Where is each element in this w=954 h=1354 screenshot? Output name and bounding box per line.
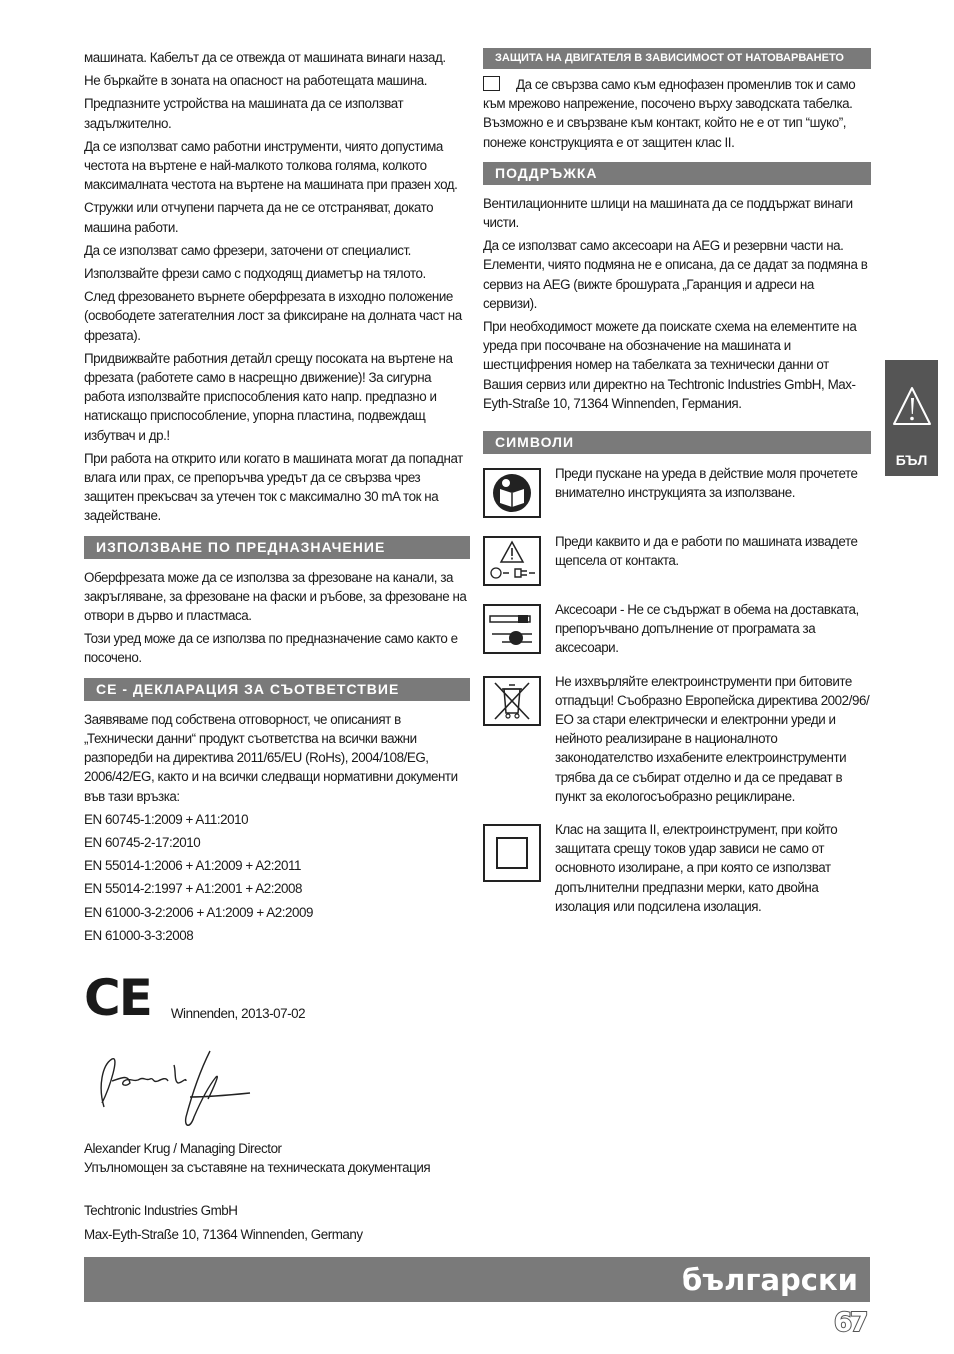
class-ii-small-icon [483,76,500,91]
language-footer-bar [84,1257,870,1302]
ce-heading: CE - ДЕКЛАРАЦИЯ ЗА СЪОТВЕТСТВИЕ [84,678,470,701]
intro-paragraph: След фрезоването върнете оберфрезата в изходно положение (освободете затегателния лост за фиксиране на долната част на фрезата). [84,289,462,343]
ce-mark-row [84,967,470,1027]
intro-paragraph: машината. Кабелът да се отвежда от машината винаги назад. [84,50,446,65]
weee-bin-icon [483,676,541,726]
intro-paragraph: При работа на открито или когато в машината могат да попаднат влага или прах, се препоръчва уредът да се свързва чрез защитен прекъсвач за утечен ток с максимално 30 mA ток на задействане. [84,450,463,524]
intro-paragraph: Използвайте фрези само с подходящ диаметър на тялото. [84,266,426,282]
standard-item: EN 60745-1:2009 + A11:2010 [84,811,249,827]
intro-paragraph: Да се използват само работни инструменти, чиято допустима честота на въртене е най-малкото толкова голяма, колкото максималната честота на въртене на машината при празен ход. [84,138,458,193]
standard-item: EN 61000-3-3:2008 [84,927,194,943]
language-side-tab [885,360,938,476]
maintenance-paragraph: Вентилационните шлици на машината да се поддържат винаги чисти. [483,195,853,231]
symbol-text: Преди пускане на уреда в действие моля прочетете внимателно инструкцията за използване. [555,466,858,501]
intro-paragraph: Да се използват само фрезери, заточени от специалист. [84,242,411,258]
symbol-row [483,824,871,916]
symbol-row [483,536,871,586]
standard-item: EN 60745-2-17:2010 [84,834,201,850]
class-ii-icon [483,824,541,882]
intro-paragraph: Предпазните устройства на машината да се използват задължително. [84,96,404,131]
left-column [84,48,470,1244]
company-address: Max-Eyth-Straße 10, 71364 Winnenden, Germany [84,1226,363,1242]
intro-paragraph: Придвижвайте работния детайл срещу посоката на въртене на фрезата (работете само в насрещно движение)! За сигурна работа използвайте приспособления като напр. предпазно и натискащо приспособление, упорна пластина, подвеждащ избутвач и др.! [84,350,453,443]
signature [90,1047,470,1133]
symbol-text: Не изхвърляйте електроинструменти при битовите отпадъци! Съобразно Европейска директива 2002/96/ЕО за стари електрически и електронни уреди и нейното реализиране в националното законодателство изхабените електроинструменти трябва да се събират отделно и да се предават в пункт за екологосъобразно рециклиране. [555,673,870,804]
motor-heading: ЗАЩИТА НА ДВИГАТЕЛЯ В ЗАВИСИМОСТ ОТ НАТОВАРВАНЕТО [483,48,871,69]
standard-item: EN 55014-2:1997 + A1:2001 + A2:2008 [84,881,303,897]
motor-paragraph [483,75,871,152]
maintenance-paragraph: При необходимост можете да поискате схема на елементите на уреда при посочване на обозначение на машината и шестцифрения номер на табелката за технически данни от Вашия сервиз или директно на Techtronic Industries GmbH, Max-Eyth-Straße 10, 71364 Winnenden, Германия. [483,319,857,411]
read-manual-icon [483,468,541,518]
maintenance-paragraph: Да се използват само аксесоари на AEG и резервни части на. Елементи, чиято подмяна не е описана, да се дадат за подмяна в сервиз на AEG (вижте брошурата „Гаранция и адреси на сервизи). [483,238,868,311]
symbol-row [483,673,871,806]
standard-item: EN 61000-3-2:2006 + A1:2009 + A2:2009 [84,904,314,920]
symbol-text: Преди каквито и да е работи по машината извадете щепсела от контакта. [555,534,858,569]
symbol-text: Аксесоари - Не се съдържат в обема на доставката, препоръчвано допълнение от програмата за аксесоари. [555,602,859,656]
signer-role: Упълномощен за съставяне на техническата документация [84,1160,431,1176]
unplug-warning-icon [483,536,541,586]
right-column [483,48,871,934]
warning-icon [890,384,934,428]
ce-intro: Заявяваме под собствена отговорност, че описаният в „Технически данни“ продукт съответства на всички важни разпоредби на директива 2011/65/EU (RoHs), 2004/108/EG, 2006/42/EG, както и на всички следващи нормативни документи във тази връзка: [84,711,458,804]
standard-item: EN 55014-1:2006 + A1:2009 + A2:2011 [84,858,302,874]
symbols-heading: СИМВОЛИ [483,431,871,454]
usage-paragraph: Оберфрезата може да се използва за фрезоване на канали, за закръгляване, за фрезоване на фаски и ръбове, за фрезоване на отвори в дърво и пластмаса. [84,569,467,624]
side-tab-label: БЪЛ [895,452,928,468]
language-title: български [682,1263,858,1297]
symbol-row [483,604,871,658]
place-date: Winnenden, 2013-07-02 [170,1005,306,1021]
company-name: Techtronic Industries GmbH [84,1203,238,1219]
symbol-row [483,468,871,518]
maintenance-heading: ПОДДРЪЖКА [483,162,871,185]
intro-paragraph: Стружки или отчупени парчета да не се отстраняват, докато машина работи. [84,200,434,235]
usage-heading: ИЗПОЛЗВАНЕ ПО ПРЕДНАЗНАЧЕНИЕ [84,536,470,559]
symbol-text: Клас на защита II, електроинструмент, при който защитата срещу токов удар зависи не само от основното изолиране, а при която се използват допълнителни предпазни мерки, като двойна изолация или подсилена изолация. [555,822,838,914]
accessory-icon [483,604,541,654]
intro-paragraph: Не бъркайте в зоната на опасност на работещата машина. [84,73,428,89]
usage-paragraph: Този уред може да се използва по предназначение само както е посочено. [84,631,458,666]
ce-mark-logo: CE [84,968,151,1027]
signer-name: Alexander Krug / Managing Director [84,1140,282,1156]
page-number: 67 [834,1308,867,1338]
motor-text: Да се свързва само към еднофазен променлив ток и само към мрежово напрежение, посочено върху заводската табелка. Възможно е и свързване към контакт, който не е от тип “шуко”, понеже конструкцията е от защитен клас II. [483,77,856,150]
